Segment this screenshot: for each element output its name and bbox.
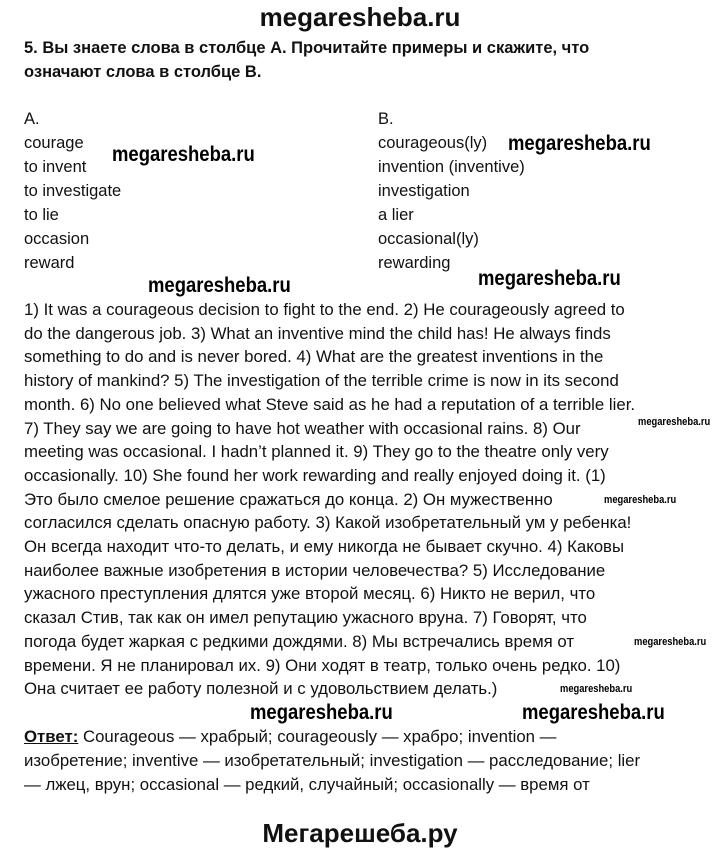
- body-line: времени. Я не планировал их. 9) Они ходят в театр, только очень редко. 10): [24, 655, 621, 675]
- watermark: megaresheba.ru: [508, 132, 651, 155]
- watermark: megaresheba.ru: [522, 701, 665, 724]
- body-line: ужасного преступления длятся уже второй месяц. 6) Никто не верил, что: [24, 584, 596, 604]
- body-line: Она считает ее работу полезной и с удовольствием делать.): [24, 679, 498, 699]
- column-a-item: to invent: [24, 158, 87, 176]
- task-line-2: означают слова в столбце В.: [24, 63, 262, 81]
- body-line: do the dangerous job. 3) What an inventive mind the child has! He always finds: [24, 323, 611, 343]
- column-a-item: to investigate: [24, 182, 122, 200]
- watermark: megaresheba.ru: [560, 683, 633, 695]
- column-b-item: a lier: [378, 206, 414, 224]
- column-a-item: occasion: [24, 230, 90, 248]
- column-a-item: courage: [24, 134, 84, 152]
- site-title: megaresheba.ru: [259, 2, 461, 32]
- body-line: согласился сделать опасную работу. 3) Какой изобретательный ум у ребенка!: [24, 513, 632, 533]
- column-a-title: A.: [24, 110, 40, 128]
- body-line: month. 6) No one believed what Steve said as he had a reputation of a terrible lier.: [24, 394, 636, 414]
- answer-label: Ответ:: [24, 727, 79, 746]
- column-b-item: investigation: [378, 182, 470, 200]
- body-line: Он всегда находит что-то делать, и ему никогда не бывает скучно. 4) Каковы: [24, 537, 625, 556]
- body-line: сказал Стив, так как он имел репутацию ужасного вруна. 7) Говорят, что: [24, 608, 587, 628]
- watermark: megaresheba.ru: [250, 701, 393, 724]
- watermark: megaresheba.ru: [638, 416, 711, 428]
- body-line: 7) They say we are going to have hot weather with occasional rains. 8) Our: [24, 418, 581, 438]
- column-a-item: reward: [24, 254, 75, 272]
- body-line: погода будет жаркая с редкими дождями. 8) Мы встречались время от: [24, 631, 575, 651]
- watermark: megaresheba.ru: [148, 274, 291, 297]
- body-line: history of mankind? 5) The investigation of the terrible crime is now in its second: [24, 371, 619, 391]
- body-line: 1) It was a courageous decision to fight to the end. 2) He courageously agreed to: [24, 300, 625, 319]
- column-b-item: invention (inventive): [378, 158, 525, 176]
- watermark: megaresheba.ru: [634, 636, 707, 648]
- column-b-title: B.: [378, 110, 394, 128]
- body-line: Это было смелое решение сражаться до конца. 2) Он мужественно: [24, 489, 553, 509]
- column-b-item: occasional(ly): [378, 230, 479, 248]
- column-a-item: to lie: [24, 206, 59, 224]
- answer-line-2: изобретение; inventive — изобретательный; investigation — расследование; lier: [24, 751, 641, 770]
- watermark: megaresheba.ru: [478, 267, 621, 290]
- body-line: наиболее важные изобретения в истории человечества? 5) Исследование: [24, 560, 606, 580]
- task-line-1: 5. Вы знаете слова в столбце А. Прочитайте примеры и скажите, что: [24, 39, 590, 57]
- body-line: occasionally. 10) She found her work rewarding and really enjoyed doing it. (1): [24, 465, 606, 485]
- column-b-item: rewarding: [378, 254, 451, 272]
- footer-site: Мегарешеба.ру: [262, 818, 458, 848]
- column-b-item: courageous(ly): [378, 134, 488, 152]
- watermark: megaresheba.ru: [604, 494, 677, 506]
- answer-line-1: [24, 725, 556, 749]
- body-line: something to do and is never bored. 4) What are the greatest inventions in the: [24, 347, 604, 367]
- body-line: meeting was occasional. I hadn’t planned it. 9) They go to the theatre only very: [24, 442, 609, 462]
- answer-line-3: — лжец, врун; occasional — редкий, случайный; occasionally — время от: [24, 775, 590, 794]
- watermark: megaresheba.ru: [112, 143, 255, 166]
- answer-text: Courageous — храбрый; courageously — храбро; invention —: [78, 727, 557, 746]
